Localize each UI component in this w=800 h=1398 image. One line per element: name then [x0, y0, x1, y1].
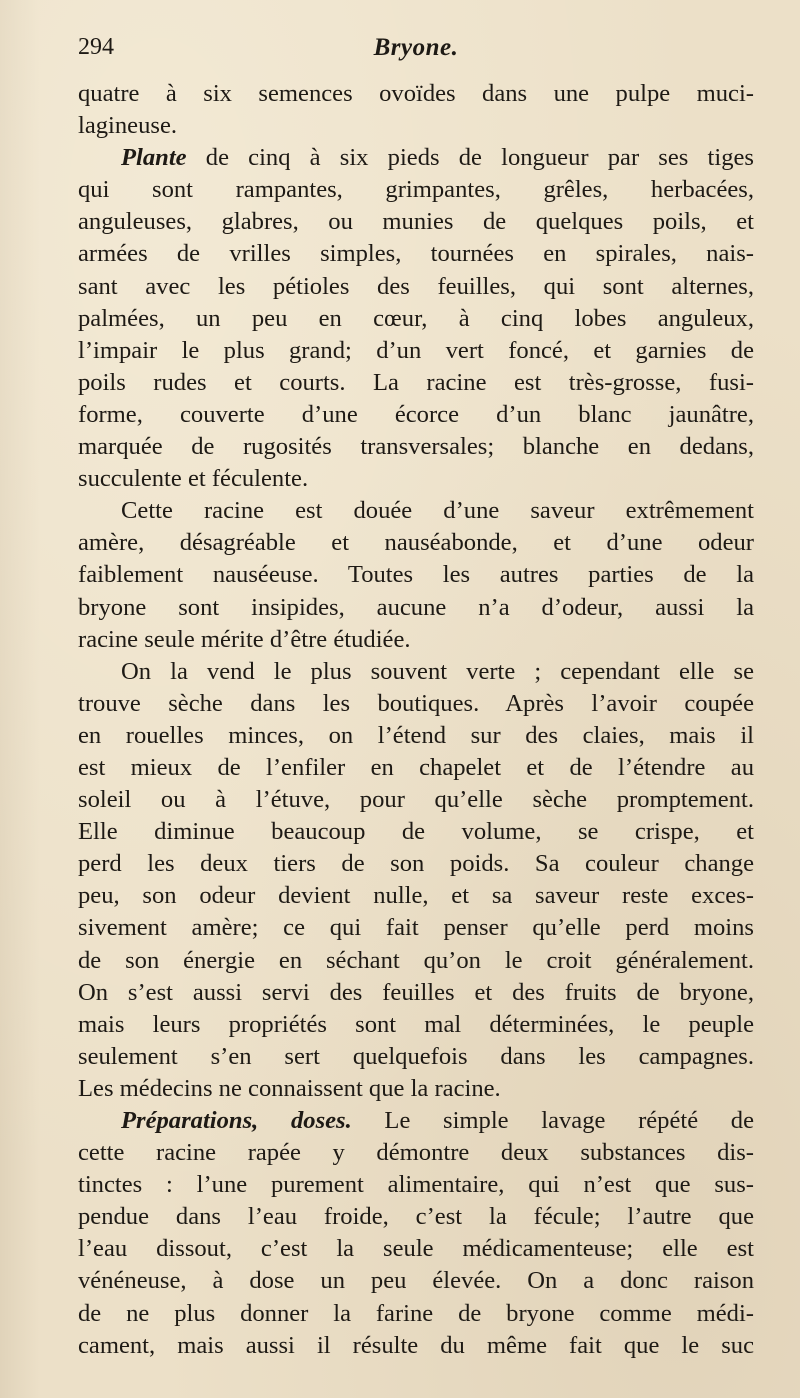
text-line: armées de vrilles simples, tournées en spirales, nais-: [78, 240, 754, 268]
text-line: forme, couverte d’une écorce d’un blanc jaunâtre,: [78, 400, 754, 428]
page-header: [78, 34, 754, 78]
text-line: soleil ou à l’étuve, pour qu’elle sèche promptement.: [78, 786, 754, 814]
text-block: [78, 34, 754, 1362]
paragraph: [78, 656, 754, 1105]
text-line: [78, 1105, 754, 1137]
text-line: sivement amère; ce qui fait penser qu’elle perd moins: [78, 914, 754, 942]
paragraph: [78, 495, 754, 655]
text-line: On la vend le plus souvent verte ; cependant elle se: [121, 657, 754, 685]
text-line: vénéneuse, à dose un peu élevée. On a donc raison: [78, 1267, 754, 1295]
text-line: racine seule mérite d’être étudiée.: [78, 625, 411, 653]
text-line: marquée de rugosités transversales; blanche en dedans,: [78, 433, 754, 461]
text-line: bryone sont insipides, aucune n’a d’odeur, aussi la: [78, 593, 754, 621]
line-text: de cinq à six pieds de longueur par ses tiges: [186, 144, 754, 172]
paragraph: [78, 78, 754, 142]
text-line: Cette racine est douée d’une saveur extrêmement: [121, 497, 754, 525]
text-line: poils rudes et courts. La racine est très-grosse, fusi-: [78, 368, 754, 396]
text-line: est mieux de l’enfiler en chapelet et de l’étendre au: [78, 753, 754, 781]
text-line: lagineuse.: [78, 112, 178, 140]
text-line: pendue dans l’eau froide, c’est la fécule; l’autre que: [78, 1203, 754, 1231]
text-line: perd les deux tiers de son poids. Sa couleur change: [78, 850, 754, 878]
text-line: On s’est aussi servi des feuilles et des fruits de bryone,: [78, 978, 754, 1006]
paragraph: [78, 1105, 754, 1362]
text-line: cette racine rapée y démontre deux substances dis-: [78, 1139, 754, 1167]
text-line: trouve sèche dans les boutiques. Après l’avoir coupée: [78, 689, 754, 717]
running-title: Bryone.: [373, 34, 459, 61]
paragraph: [78, 142, 754, 495]
text-line: en rouelles minces, on l’étend sur des claies, mais il: [78, 721, 754, 749]
text-line: succulente et féculente.: [78, 465, 309, 493]
text-line: tinctes : l’une purement alimentaire, qui n’est que sus-: [78, 1171, 754, 1199]
text-line: Elle diminue beaucoup de volume, se crispe, et: [78, 818, 754, 846]
text-line: cament, mais aussi il résulte du même fait que le suc: [78, 1331, 754, 1359]
text-line: faiblement nauséeuse. Toutes les autres parties de la: [78, 561, 754, 589]
text-line: quatre à six semences ovoïdes dans une pulpe muci-: [78, 80, 754, 107]
text-line: l’eau dissout, c’est la seule médicamenteuse; elle est: [78, 1235, 754, 1263]
text-line: [78, 142, 754, 174]
text-line: seulement s’en sert quelquefois dans les campagnes.: [78, 1042, 754, 1070]
text-line: amère, désagréable et nauséabonde, et d’une odeur: [78, 529, 754, 557]
page-number: 294: [78, 34, 114, 60]
text-line: sant avec les pétioles des feuilles, qui sont alternes,: [78, 272, 754, 300]
text-line: anguleuses, glabres, ou munies de quelques poils, et: [78, 208, 754, 236]
text-line: peu, son odeur devient nulle, et sa saveur reste exces-: [78, 882, 754, 910]
paragraph-lead: Préparations, doses.: [121, 1107, 352, 1134]
text-line: l’impair le plus grand; d’un vert foncé, et garnies de: [78, 336, 754, 364]
text-line: qui sont rampantes, grimpantes, grêles, herbacées,: [78, 176, 754, 204]
text-line: palmées, un peu en cœur, à cinq lobes anguleux,: [78, 304, 754, 332]
text-line: de son énergie en séchant qu’on le croit généralement.: [78, 946, 754, 974]
text-line: Les médecins ne connaissent que la racine.: [78, 1074, 501, 1102]
line-text: Le simple lavage répété de: [351, 1107, 754, 1134]
text-line: de ne plus donner la farine de bryone comme médi-: [78, 1299, 754, 1327]
text-line: mais leurs propriétés sont mal déterminées, le peuple: [78, 1010, 754, 1038]
paragraph-lead: Plante: [121, 144, 187, 172]
